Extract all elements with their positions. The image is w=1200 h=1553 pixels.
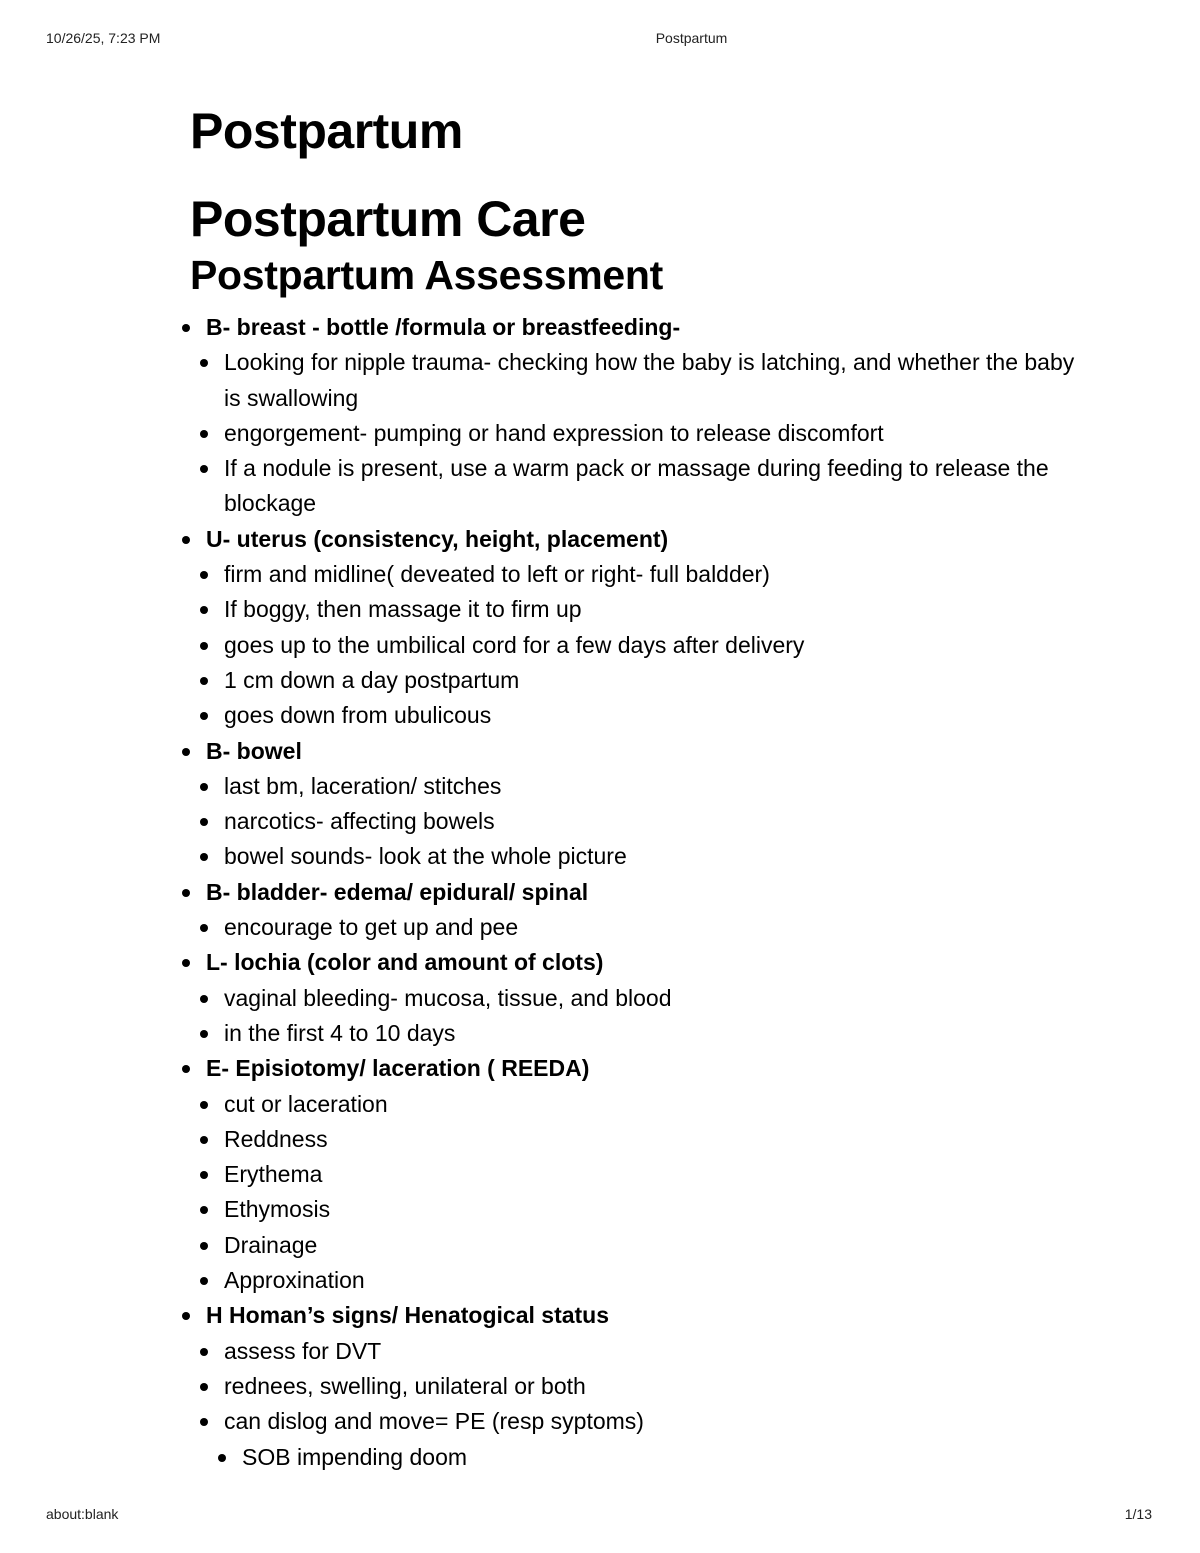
page-indicator: 1/13 <box>1124 1506 1152 1522</box>
list-item-label: E- Episiotomy/ laceration ( REEDA) <box>206 1055 590 1082</box>
list-item-label: B- bowel <box>206 737 302 764</box>
list-item: SOB impending doom <box>218 1440 1090 1475</box>
list-item: If boggy, then massage it to firm up <box>200 592 1090 627</box>
list-item: cut or laceration <box>200 1087 1090 1122</box>
list-item-breast <box>182 310 1090 522</box>
list-item <box>200 1404 1090 1475</box>
list-item-text: can dislog and move= PE (resp syptoms) <box>224 1408 644 1435</box>
list-item: assess for DVT <box>200 1334 1090 1369</box>
document-body <box>190 100 1090 1475</box>
list-item-uterus <box>182 522 1090 734</box>
list-item: Looking for nipple trauma- checking how the baby is latching, and whether the baby is swallowing <box>200 345 1090 416</box>
sub-list <box>200 769 1090 875</box>
sub-sub-list <box>218 1440 1090 1475</box>
print-doc-title: Postpartum <box>655 30 728 46</box>
list-item-homans <box>182 1298 1090 1474</box>
sub-list <box>200 345 1090 521</box>
list-item: engorgement- pumping or hand expression to release discomfort <box>200 416 1090 451</box>
list-item: last bm, laceration/ stitches <box>200 769 1090 804</box>
list-item-label: U- uterus (consistency, height, placement) <box>206 525 669 552</box>
list-item-label: B- breast - bottle /formula or breastfeeding- <box>206 314 681 340</box>
print-url: about:blank <box>46 1506 119 1522</box>
list-item: Approxination <box>200 1263 1090 1298</box>
list-item: 1 cm down a day postpartum <box>200 663 1090 698</box>
list-item-episiotomy <box>182 1051 1090 1298</box>
sub-list <box>200 1087 1090 1299</box>
list-item-lochia <box>182 945 1090 1051</box>
sub-list <box>200 1334 1090 1475</box>
list-item: Ethymosis <box>200 1192 1090 1227</box>
page-title: Postpartum <box>190 103 463 159</box>
list-item: goes down from ubulicous <box>200 698 1090 733</box>
print-header <box>0 30 1200 50</box>
list-item: firm and midline( deveated to left or right- full baldder) <box>200 557 1090 592</box>
sub-list <box>200 910 1090 945</box>
list-item-label: H Homan’s signs/ Henatogical status <box>206 1302 610 1329</box>
list-item: Drainage <box>200 1228 1090 1263</box>
list-item-bladder <box>182 875 1090 946</box>
list-item: in the first 4 to 10 days <box>200 1016 1090 1051</box>
list-item: If a nodule is present, use a warm pack or massage during feeding to release the blockage <box>200 451 1090 522</box>
list-item: encourage to get up and pee <box>200 910 1090 945</box>
list-item: Erythema <box>200 1157 1090 1192</box>
list-item: rednees, swelling, unilateral or both <box>200 1369 1090 1404</box>
list-item: goes up to the umbilical cord for a few days after delivery <box>200 628 1090 663</box>
section-title: Postpartum Care <box>190 191 586 247</box>
print-footer <box>0 1506 1200 1526</box>
subsection-title: Postpartum Assessment <box>190 252 663 298</box>
list-item: Reddness <box>200 1122 1090 1157</box>
list-item: vaginal bleeding- mucosa, tissue, and blood <box>200 981 1090 1016</box>
list-item-label: L- lochia (color and amount of clots) <box>206 949 604 976</box>
sub-list <box>200 557 1090 733</box>
list-item-bowel <box>182 734 1090 875</box>
assessment-list <box>182 310 1090 1475</box>
print-datetime: 10/26/25, 7:23 PM <box>46 30 161 46</box>
list-item: bowel sounds- look at the whole picture <box>200 839 1090 874</box>
list-item: narcotics- affecting bowels <box>200 804 1090 839</box>
list-item-label: B- bladder- edema/ epidural/ spinal <box>206 878 589 905</box>
sub-list <box>200 981 1090 1052</box>
